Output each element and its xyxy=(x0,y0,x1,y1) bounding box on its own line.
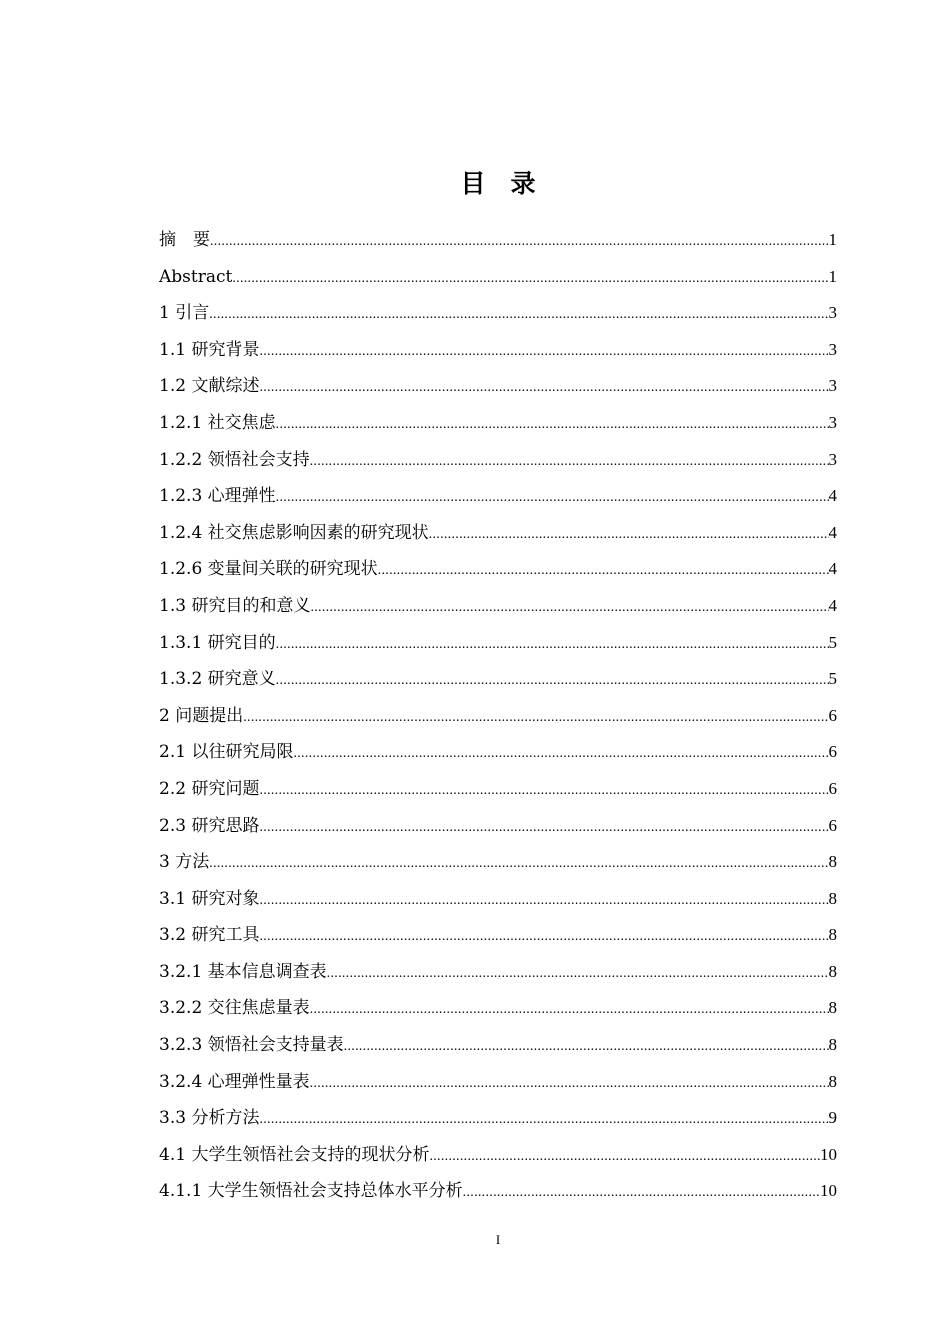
toc-entry-label: 2.3 研究思路 xyxy=(159,815,260,836)
toc-entry-page: 1 xyxy=(828,230,837,249)
toc-entry[interactable] xyxy=(159,958,837,995)
toc-leader-dots xyxy=(276,411,829,439)
toc-leader-dots xyxy=(429,521,829,549)
toc-leader-dots xyxy=(210,228,829,256)
toc-leader-dots xyxy=(276,631,829,659)
toc-entry[interactable] xyxy=(159,226,837,263)
toc-entry-page: 8 xyxy=(828,852,837,872)
toc-entry-page: 8 xyxy=(828,1035,837,1055)
toc-entry-page: 6 xyxy=(828,705,837,725)
toc-leader-dots xyxy=(259,777,828,805)
toc-entry[interactable] xyxy=(159,482,837,519)
toc-leader-dots xyxy=(310,448,829,476)
toc-entry-label: 1.2.3 心理弹性 xyxy=(159,486,276,507)
toc-entry-label: 1.2.1 社交焦虑 xyxy=(159,412,276,433)
toc-leader-dots xyxy=(232,265,828,293)
toc-entry-label: 1.3.1 研究目的 xyxy=(159,632,276,653)
toc-entry-label: 2 问题提出 xyxy=(159,705,244,726)
toc-entry-label: 1.3.2 研究意义 xyxy=(159,669,276,690)
toc-entry[interactable] xyxy=(159,519,837,556)
toc-entry-page: 5 xyxy=(828,669,837,689)
toc-entry[interactable] xyxy=(159,336,837,373)
toc-entry[interactable] xyxy=(159,1141,837,1178)
toc-entry-label: 2.1 以往研究局限 xyxy=(159,742,294,763)
toc-entry-label: 3.2 研究工具 xyxy=(159,925,260,946)
toc-leader-dots xyxy=(429,1143,820,1171)
toc-leader-dots xyxy=(344,1033,829,1061)
toc-entry[interactable] xyxy=(159,299,837,336)
toc-entry-page: 1 xyxy=(828,266,837,286)
toc-entry-label: 3.3 分析方法 xyxy=(159,1108,260,1129)
toc-leader-dots xyxy=(463,1179,820,1207)
toc-title: 目 录 xyxy=(460,169,536,198)
toc-entry[interactable] xyxy=(159,702,837,739)
toc-leader-dots xyxy=(259,1106,828,1134)
toc-entry[interactable] xyxy=(159,592,837,629)
toc-entry[interactable] xyxy=(159,921,837,958)
toc-leader-dots xyxy=(259,887,828,915)
toc-entry-page: 3 xyxy=(828,449,837,469)
toc-entry-page: 3 xyxy=(828,339,837,359)
toc-leader-dots xyxy=(293,740,828,768)
toc-entry-page: 3 xyxy=(828,303,837,323)
toc-entry-page: 6 xyxy=(828,742,837,762)
toc-entry[interactable] xyxy=(159,446,837,483)
toc-entry-page: 8 xyxy=(828,961,837,981)
toc-leader-dots xyxy=(276,484,829,512)
toc-entry-label: 3.2.4 心理弹性量表 xyxy=(159,1071,310,1092)
toc-entry-page: 8 xyxy=(828,888,837,908)
toc-entry-page: 8 xyxy=(828,925,837,945)
toc-leader-dots xyxy=(209,850,828,878)
toc-entry-page: 4 xyxy=(828,522,837,542)
toc-entry[interactable] xyxy=(159,738,837,775)
toc-entry-label: 1.2 文献综述 xyxy=(159,376,260,397)
toc-entry[interactable] xyxy=(159,665,837,702)
toc-entry[interactable] xyxy=(159,1177,837,1214)
toc-entry-label: 3 方法 xyxy=(159,852,210,873)
toc-entry-label: 1.2.6 变量间关联的研究现状 xyxy=(159,559,378,580)
toc-entry[interactable] xyxy=(159,1104,837,1141)
toc-entry-page: 4 xyxy=(828,559,837,579)
toc-entry-label: 2.2 研究问题 xyxy=(159,778,260,799)
toc-entry-label: 1.3 研究目的和意义 xyxy=(159,595,311,616)
toc-entry-label: 1 引言 xyxy=(159,303,210,324)
toc-leader-dots xyxy=(310,996,829,1024)
toc-entry[interactable] xyxy=(159,555,837,592)
toc-leader-dots xyxy=(259,923,828,951)
toc-entry-page: 3 xyxy=(828,376,837,396)
toc-entry-page: 6 xyxy=(828,778,837,798)
toc-entry[interactable] xyxy=(159,372,837,409)
toc-entry-page: 10 xyxy=(820,1181,837,1201)
page-number: I xyxy=(495,1232,501,1247)
toc-leader-dots xyxy=(310,1070,829,1098)
toc-entry-page: 5 xyxy=(828,632,837,652)
toc-leader-dots xyxy=(259,338,828,366)
toc-leader-dots xyxy=(310,594,828,622)
toc-entry-page: 8 xyxy=(828,1071,837,1091)
toc-entry-page: 4 xyxy=(828,486,837,506)
toc-entry-page: 3 xyxy=(828,412,837,432)
toc-entry[interactable] xyxy=(159,1031,837,1068)
toc-entry-label: 1.1 研究背景 xyxy=(159,339,260,360)
toc-entry-label: 3.2.3 领悟社会支持量表 xyxy=(159,1035,344,1056)
toc-leader-dots xyxy=(276,667,829,695)
toc-entry-label: Abstract xyxy=(159,266,233,287)
toc-entry-label: 4.1 大学生领悟社会支持的现状分析 xyxy=(159,1144,430,1165)
toc-entry-label: 摘 要 xyxy=(159,230,210,250)
toc-leader-dots xyxy=(243,704,828,732)
toc-entry-label: 3.2.1 基本信息调查表 xyxy=(159,961,327,982)
toc-entry-label: 3.1 研究对象 xyxy=(159,888,260,909)
toc-entry-label: 1.2.2 领悟社会支持 xyxy=(159,449,310,470)
toc-entry[interactable] xyxy=(159,775,837,812)
toc-entry[interactable] xyxy=(159,629,837,666)
toc-leader-dots xyxy=(259,374,828,402)
toc-leader-dots xyxy=(378,557,829,585)
toc-leader-dots xyxy=(259,814,828,842)
toc-entry[interactable] xyxy=(159,409,837,446)
toc-leader-dots xyxy=(327,960,829,988)
toc-entry-page: 6 xyxy=(828,815,837,835)
toc-entry[interactable] xyxy=(159,812,837,849)
toc-entry[interactable] xyxy=(159,885,837,922)
toc-entry-page: 10 xyxy=(820,1144,837,1164)
toc-entry[interactable] xyxy=(159,1068,837,1105)
toc-entry[interactable] xyxy=(159,848,837,885)
toc-leader-dots xyxy=(209,301,828,329)
toc-entry-page: 9 xyxy=(828,1108,837,1128)
toc-entry[interactable] xyxy=(159,994,837,1031)
toc-list xyxy=(159,226,837,1214)
toc-entry-label: 4.1.1 大学生领悟社会支持总体水平分析 xyxy=(159,1181,463,1202)
toc-entry[interactable] xyxy=(159,263,837,300)
toc-entry-page: 8 xyxy=(828,998,837,1018)
toc-entry-page: 4 xyxy=(828,595,837,615)
toc-entry-label: 1.2.4 社交焦虑影响因素的研究现状 xyxy=(159,522,429,543)
toc-entry-label: 3.2.2 交往焦虑量表 xyxy=(159,998,310,1019)
